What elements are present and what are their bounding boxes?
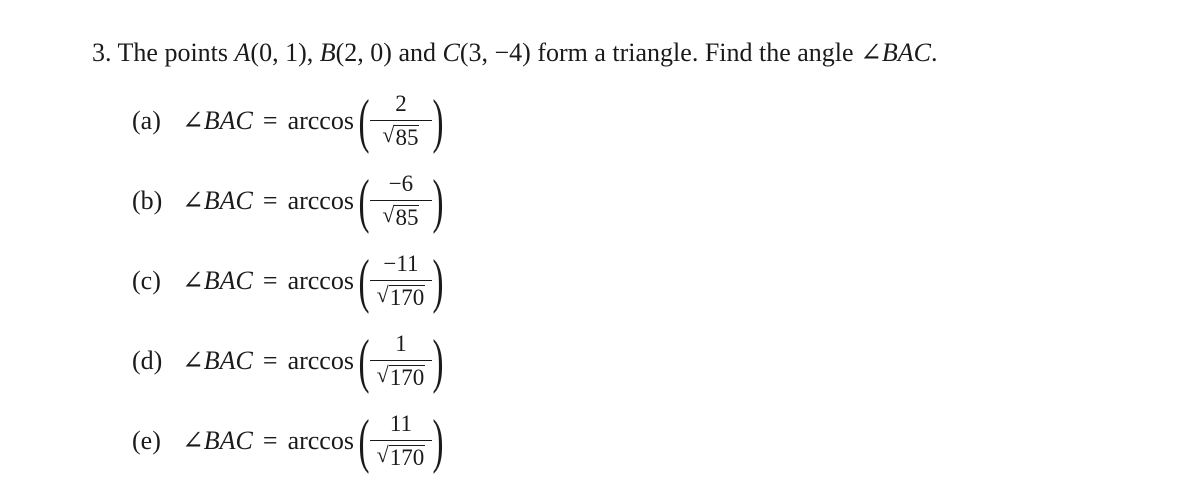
denominator [382, 201, 419, 230]
numerator: −11 [370, 252, 432, 280]
equals-sign: = [262, 346, 278, 375]
left-paren: ( [358, 88, 370, 154]
function-name: arccos [287, 346, 354, 375]
question-text: 3. The points A(0, 1), B(2, 0) and C(3, −4) form a triangle. Find the angle ∠BAC. [92, 38, 938, 67]
equals-sign: = [262, 266, 278, 295]
option-label: (c) [132, 266, 161, 295]
option-angle: ∠BAC [182, 426, 253, 455]
sqrt-symbol: √ [376, 281, 389, 307]
function-name: arccos [287, 266, 354, 295]
equals-sign: = [262, 426, 278, 455]
fraction [370, 332, 432, 389]
sqrt-symbol: √ [382, 201, 395, 227]
left-paren: ( [358, 328, 370, 394]
left-paren: ( [358, 168, 370, 234]
answer-option [132, 406, 442, 476]
option-angle: ∠BAC [182, 266, 253, 295]
option-angle: ∠BAC [182, 106, 253, 135]
fraction [370, 92, 432, 149]
option-label: (d) [132, 346, 163, 375]
option-label: (b) [132, 186, 163, 215]
sqrt-symbol: √ [376, 441, 389, 467]
right-paren: ) [432, 168, 444, 234]
equals-sign: = [262, 186, 278, 215]
right-paren: ) [432, 408, 444, 474]
answer-option [132, 86, 442, 156]
denominator [382, 121, 419, 150]
radicand: 170 [389, 444, 425, 470]
radicand: 170 [389, 284, 425, 310]
denominator [377, 441, 426, 470]
numerator: 11 [370, 412, 432, 440]
option-label: (a) [132, 106, 161, 135]
fraction [370, 252, 432, 309]
answer-option [132, 166, 442, 236]
function-name: arccos [287, 186, 354, 215]
denominator [377, 281, 426, 310]
function-name: arccos [287, 106, 354, 135]
sqrt-symbol: √ [382, 121, 395, 147]
numerator: 1 [370, 332, 432, 360]
numerator: 2 [370, 92, 432, 120]
left-paren: ( [358, 248, 370, 314]
radicand: 85 [395, 124, 419, 150]
fraction [370, 172, 432, 229]
right-paren: ) [432, 248, 444, 314]
radicand: 85 [395, 204, 419, 230]
answer-option [132, 326, 442, 396]
function-name: arccos [287, 426, 354, 455]
left-paren: ( [358, 408, 370, 474]
option-label: (e) [132, 426, 161, 455]
numerator: −6 [370, 172, 432, 200]
option-angle: ∠BAC [182, 186, 253, 215]
equals-sign: = [262, 106, 278, 135]
option-angle: ∠BAC [182, 346, 253, 375]
right-paren: ) [432, 88, 444, 154]
answer-option [132, 246, 442, 316]
sqrt-symbol: √ [376, 361, 389, 387]
right-paren: ) [432, 328, 444, 394]
radicand: 170 [389, 364, 425, 390]
denominator [377, 361, 426, 390]
question-number: 3. [92, 38, 112, 67]
fraction [370, 412, 432, 469]
